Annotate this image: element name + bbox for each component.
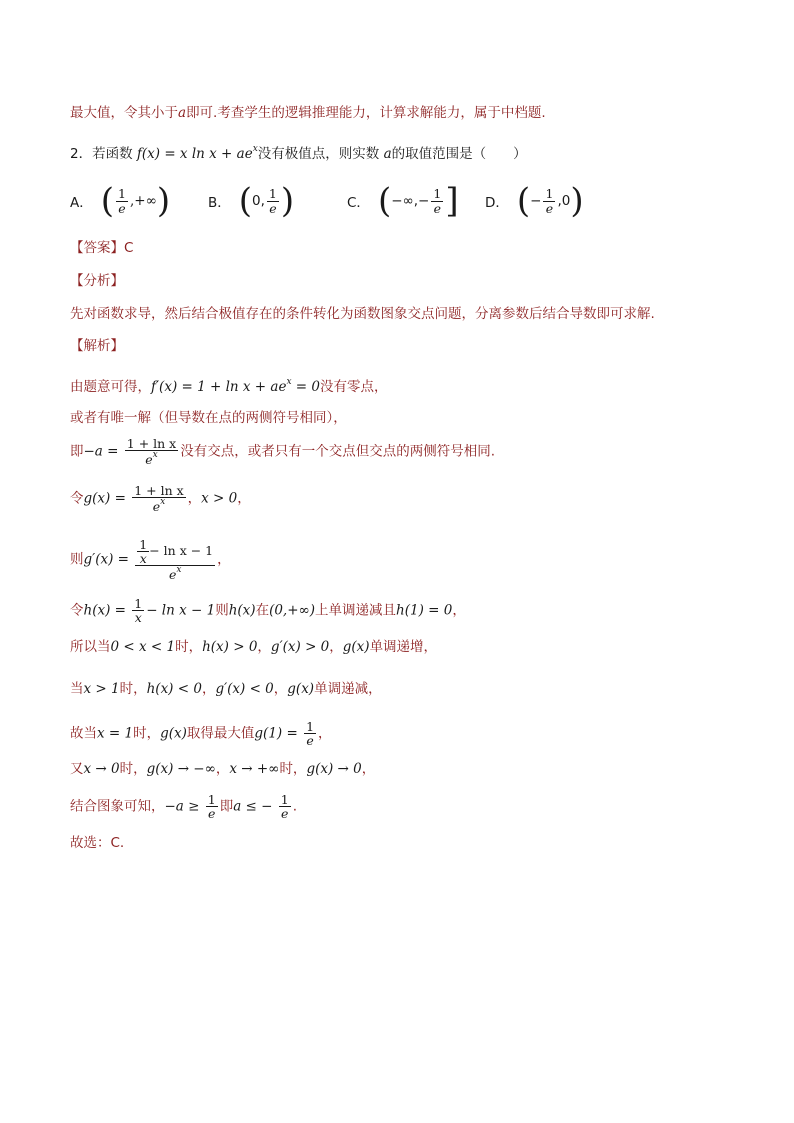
solution-step-10: 又x → 0时，g(x) → −∞，x → +∞时，g(x) → 0， bbox=[70, 761, 376, 777]
solution-conclusion: 故选：C. bbox=[70, 835, 125, 851]
previous-explanation-end: 最大值，令其小于a即可.考查学生的逻辑推理能力，计算求解能力，属于中档题. bbox=[70, 105, 546, 121]
solution-step-8: 当x > 1时，h(x) < 0，g′(x) < 0，g(x)单调递减， bbox=[70, 681, 382, 697]
solution-step-3: 即−a = $\frac{\text{1 + ln x}}{e^x}$ 没有交点，或者只有一个交点但交点的两侧符号相同. bbox=[70, 436, 496, 468]
option-d[interactable]: D． ( − $\frac{1}{e}$ ,0 ) bbox=[485, 181, 584, 221]
question-stem: 2．若函数 f(x) = x $\ln x + ae^x$没有极值点，则实数 a的取值范围是（ ） bbox=[70, 144, 527, 162]
solution-step-6: 令h(x) = $\frac{1}{x}$ − ln x − 1则h(x)在(0,+∞)上单调递减且h(1) = 0， bbox=[70, 596, 466, 626]
analysis-tag: 【分析】 bbox=[70, 273, 124, 289]
solution-step-7: 所以当0 < x < 1时，h(x) > 0，g′(x) > 0，g(x)单调递增， bbox=[70, 639, 438, 655]
analysis-text: 先对函数求导，然后结合极值存在的条件转化为函数图象交点问题，分离参数后结合导数即可求解. bbox=[70, 306, 655, 322]
solution-tag: 【解析】 bbox=[70, 338, 124, 354]
solution-step-2: 或者有唯一解（但导数在点的两侧符号相同）， bbox=[70, 410, 347, 426]
answer-line: 【答案】C bbox=[70, 240, 134, 256]
solution-step-5: 则g′(x) = $\frac{1}{x}$ − ln x − 1 $e^x$ ， bbox=[70, 537, 231, 583]
option-c[interactable]: C． ( −∞,− $\frac{1}{e}$ ] bbox=[347, 181, 459, 221]
option-a[interactable]: A． ( $\frac{1}{e}$ ,+∞ ) bbox=[70, 181, 171, 221]
option-b[interactable]: B． ( 0, $\frac{1}{e}$ ) bbox=[208, 181, 295, 221]
solution-step-1: 由题意可得，$f'(x) = 1 + \ln x + ae^x = 0$没有零点， bbox=[70, 377, 388, 395]
solution-step-9: 故当x = 1时，g(x)取得最大值g(1) = $\frac{1}{e}$ ， bbox=[70, 719, 332, 749]
solution-step-11: 结合图象可知，−a ≥ $\frac{1}{e}$ 即a ≤ − $\frac{1}{e}$ . bbox=[70, 792, 298, 822]
solution-step-4: 令g(x) = $\frac{\text{1 + ln x}}{e^x}$ ，x > 0， bbox=[70, 483, 251, 515]
